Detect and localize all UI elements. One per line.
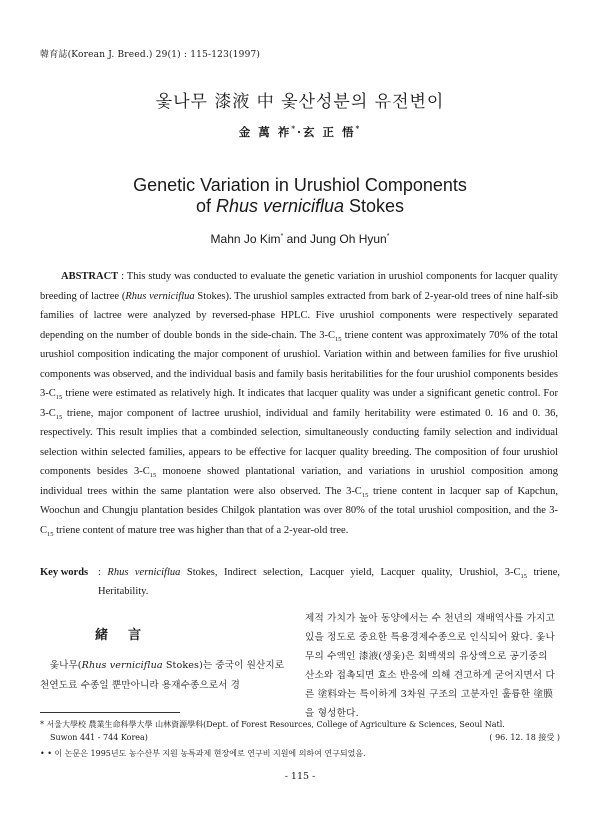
subscript: 15: [334, 335, 342, 343]
species-name: Rhus verniciflua: [215, 196, 345, 216]
footnote-funding: • • 이 논문은 1995년도 농수산부 지원 농특과제 현장에로 연구비 지원에 의하여 연구되었음.: [40, 749, 366, 758]
english-authors: [0, 232, 600, 246]
subscript: 15: [55, 394, 63, 402]
keywords-label: Key words: [40, 567, 89, 578]
page-number: - 115 -: [284, 771, 316, 782]
species-name: Rhus verniciflua: [81, 660, 163, 671]
intro-left-column: [40, 656, 295, 696]
abstract-text: triene content of mature tree was higher than that of a 2-year-old tree.: [53, 524, 349, 536]
footnote-divider: [40, 712, 180, 713]
species-name: Rhus verniciflua: [107, 567, 181, 578]
abstract-text: triene content in lacquer sap of Kapchun, Woochun and Chungju plantation besides Chilgok plantation was over 80% of the total urushiol composition, and the 3-C: [40, 485, 558, 536]
affiliation-line-1: * 서울大學校 農業生命科學大學 山林資源學科(Dept. of Forest Resources, College of Agriculture & Sciences, Seoul Natl.: [40, 720, 505, 729]
intro-text: Stokes)는 중국이 원산지로 천연도료 수종일 뿐만아니라 용재수종으로서 경: [40, 660, 285, 691]
english-title-line-2: [0, 196, 600, 217]
abstract-text: Stokes). The urushiol samples extracted from bark of 2-year-old trees of nine half-sib families of lactree were analyzed by reversed-phase HPLC. Five urushiol components were respectively separated depending on the number of double bonds in the side-chain. The 3-C: [40, 290, 559, 341]
abstract-text: : This study was conducted to evaluate the genetic variation in urushiol components for lacquer quality breeding of lactree (: [40, 271, 558, 302]
abstract-text: triene were estimated as relatively high. It indicates that lacquer quality was under a significant genetic control. For 3-C: [40, 388, 558, 419]
species-name: Rhus verniciflua: [125, 290, 195, 302]
keywords-colon: :: [98, 567, 108, 578]
english-author-2: Jung Oh Hyun: [310, 232, 387, 246]
korean-author-1: 金 萬 祚: [238, 125, 292, 139]
section-heading-introduction: 緒言: [95, 628, 162, 643]
subscript: 15: [55, 413, 63, 421]
english-author-1: Mahn Jo Kim: [210, 232, 281, 246]
intro-text: 옻나무(: [49, 660, 82, 671]
author-mark: *: [280, 233, 284, 240]
korean-authors: [0, 124, 600, 140]
keywords-list: triene, Heritability.: [98, 567, 561, 597]
received-date: ( 96. 12. 18 接受 ): [489, 733, 560, 742]
affiliation-line-2: Suwon 441 - 744 Korea): [50, 733, 148, 742]
author-separator: ·: [296, 125, 303, 139]
abstract: [40, 267, 558, 540]
subscript: 15: [149, 472, 157, 480]
korean-author-2: 玄 正 悟: [303, 125, 356, 139]
footnote-affiliation: [40, 718, 560, 744]
english-title: [0, 175, 600, 217]
title-prefix: of: [195, 196, 216, 216]
subscript: 15: [520, 573, 527, 581]
abstract-text: monoene showed plantational variation, and variations in urushiol composition among individual trees within the same plantation were also observed. The 3-C: [40, 466, 558, 497]
abstract-label: ABSTRACT: [61, 271, 119, 282]
intro-right-column: 제적 가치가 높아 동양에서는 수 천년의 재배역사를 가지고 있을 정도로 중요한 특용경제수종으로 인식되어 왔다. 옻나무의 수액인 漆液(생옻)은 회백색의 유상액으로 공기중의 산소와 접촉되면 효소 반응에 의해 견고하게 굳어지면서 다른 塗料와는 특이하게 3차원 구조의 고분자인 훌륭한 塗膜을 형성한다.: [305, 613, 555, 719]
author-mark: *: [291, 124, 297, 134]
title-suffix: Stokes: [344, 196, 405, 216]
abstract-text: triene, major component of lactree urushiol, individual and family heritability were estimated 0. 16 and 0. 36, respectively. This result implies that a combinded selection, simultaneously conducting family selection and individual selection within selected families, appears to be effective for lacquer quality breeding. The composition of four urushiol components besides 3-C: [40, 407, 558, 477]
subscript: 15: [47, 530, 54, 538]
english-title-line-1: Genetic Variation in Urushiol Components: [133, 175, 467, 195]
subscript: 15: [361, 491, 369, 499]
journal-citation: 韓育誌(Korean J. Breed.) 29(1) : 115-123(1997): [40, 50, 261, 60]
author-mark: *: [386, 233, 390, 240]
keywords-list: Stokes, Indirect selection, Lacquer yield, Lacquer quality, Urushiol, 3-C: [180, 567, 521, 578]
abstract-text: triene content was approximately 70% of the total urushiol composition indicating the major component of urushiol. Variation within and between families for five urushiol components was observed, and the individual basis and family basis heritabilities for the four urushiol components besides 3-C: [40, 329, 558, 399]
korean-title: 옻나무 漆液 中 옻산성분의 유전변이: [155, 92, 445, 112]
keywords-text: [98, 563, 560, 601]
author-mark: *: [355, 124, 362, 134]
keywords: [40, 563, 560, 601]
author-conjunction: and: [283, 232, 310, 246]
